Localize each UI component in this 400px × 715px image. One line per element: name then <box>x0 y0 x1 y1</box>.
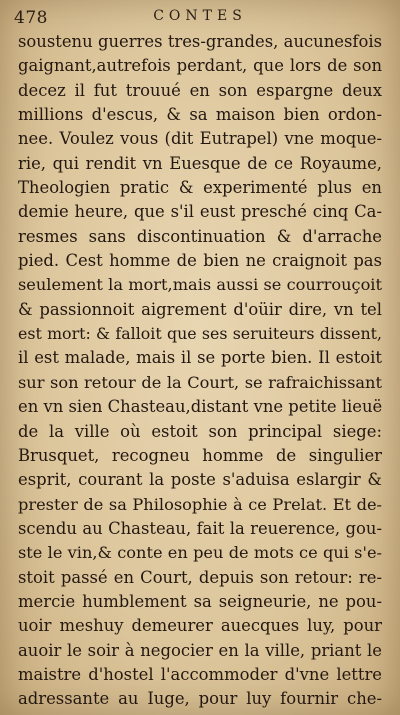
text-line: adressante au Iuge, pour luy fournir che- <box>18 689 382 709</box>
text-line: en vn sien Chasteau,distant vne petite lieuë <box>18 397 382 417</box>
text-line: seulement la mort,mais aussi se courrouçoit <box>18 275 382 295</box>
text-line: scendu au Chasteau, fait la reuerence, gou- <box>18 518 382 538</box>
text-line: mercie humblement sa seigneurie, ne pou- <box>18 591 382 611</box>
text-line: stoit passé en Court, depuis son retour: re- <box>18 567 382 587</box>
text-line: Brusquet, recogneu homme de singulier <box>18 445 382 465</box>
text-line: nee. Voulez vous (dit Eutrapel) vne moque- <box>18 129 382 149</box>
text-line: ste le vin,& conte en peu de mots ce qui s'e- <box>18 543 382 563</box>
text-line: resmes sans discontinuation & d'arrache <box>18 226 382 246</box>
text-line: gaignant,autrefois perdant, que lors de son <box>18 56 382 76</box>
text-line: soustenu guerres tres-grandes, aucunesfois <box>18 32 382 51</box>
text-line: demie heure, que s'il eust presché cinq Ca- <box>18 202 382 222</box>
page-number: 478 <box>14 8 48 28</box>
text-line: Theologien pratic & experimenté plus en <box>18 178 382 198</box>
text-line: decez il fut trouué en son espargne deux <box>18 80 382 100</box>
text-line: sur son retour de la Court, se rafraichissant <box>18 372 382 392</box>
text-line: & passionnoit aigrement d'oüir dire, vn tel <box>18 299 382 319</box>
body-text <box>18 30 382 712</box>
page-header <box>0 4 400 26</box>
text-line: esprit, courant la poste s'aduisa eslargir & <box>18 470 382 490</box>
text-line: uoir meshuy demeurer auecques luy, pour <box>18 616 382 636</box>
text-line: il est malade, mais il se porte bien. Il estoit <box>18 348 382 368</box>
text-line: auoir le soir à negocier en la ville, priant le <box>18 640 382 660</box>
text-line: millions d'escus, & sa maison bien ordon- <box>18 105 382 125</box>
text-line: pied. Cest homme de bien ne craignoit pas <box>18 251 382 271</box>
text-line: maistre d'hostel l'accommoder d'vne lettre <box>18 664 382 684</box>
text-line: prester de sa Philosophie à ce Prelat. Et de- <box>18 494 382 514</box>
running-head: CONTES <box>153 8 247 24</box>
text-line: rie, qui rendit vn Euesque de ce Royaume, <box>18 153 382 173</box>
text-line: est mort: & falloit que ses seruiteurs dissent, <box>18 324 382 344</box>
text-line: de la ville où estoit son principal siege: <box>18 421 382 441</box>
